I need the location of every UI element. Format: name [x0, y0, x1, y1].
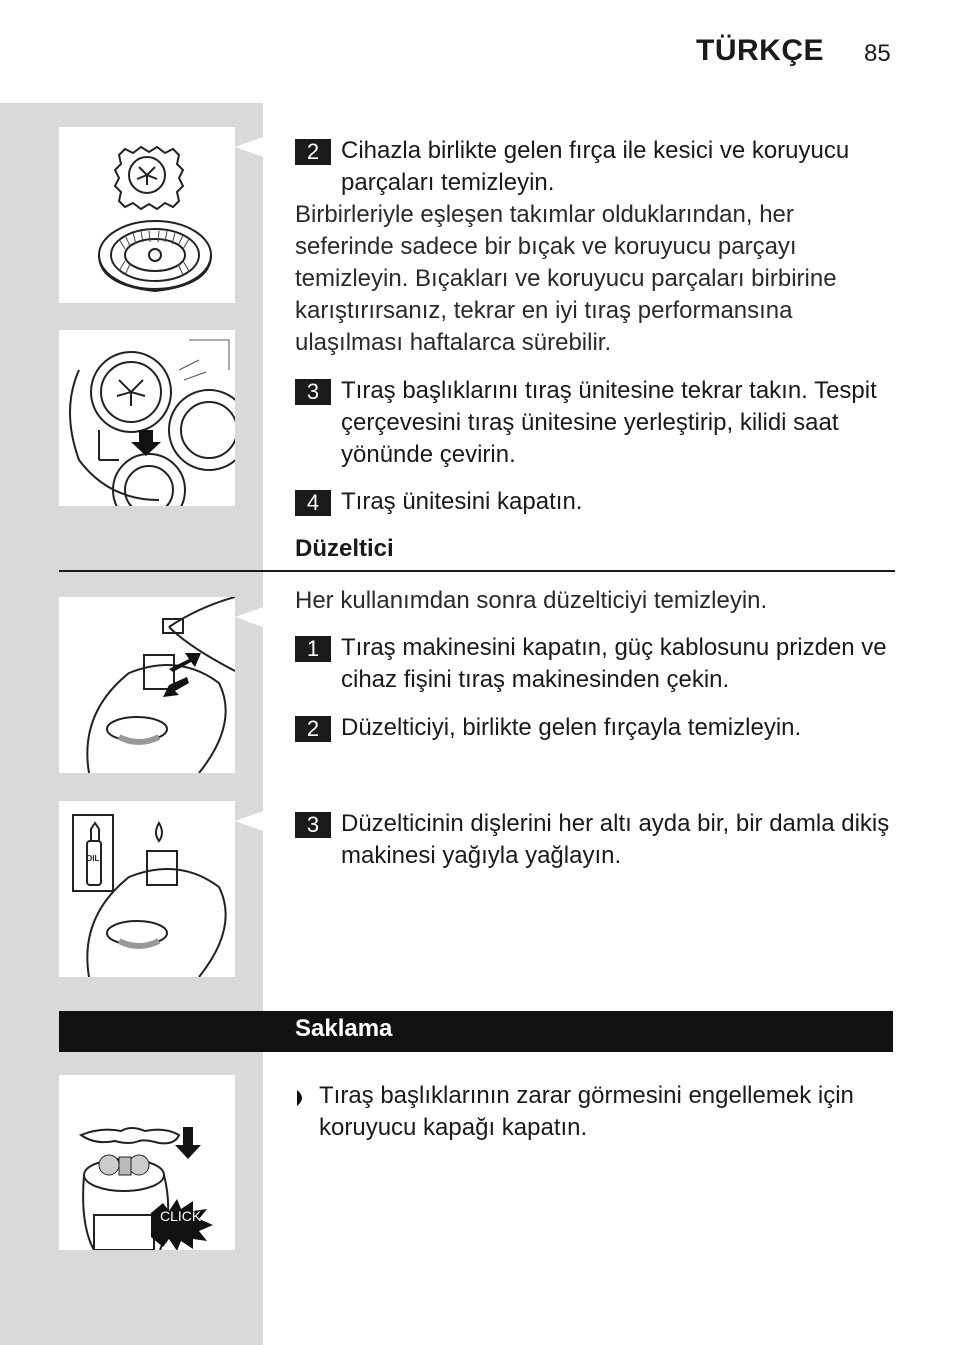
- step-number: 3: [295, 812, 331, 838]
- step-number: 3: [295, 379, 331, 405]
- trimmer-step-3-oil: [295, 808, 895, 872]
- step-number: 4: [295, 490, 331, 516]
- figure-pointer: [235, 137, 263, 157]
- step-text: Düzelticinin dişlerini her altı ayda bir, bir damla dikiş makinesi yağıyla yağlayın.: [341, 810, 890, 869]
- storage-bullet: [295, 1080, 895, 1144]
- step-text: Düzelticiyi, birlikte gelen fırçayla temizleyin.: [341, 714, 802, 741]
- reassemble-heads-illustration: [59, 330, 235, 506]
- page-language-title: TÜRKÇE: [696, 34, 824, 67]
- trimmer-oil-illustration: [59, 801, 235, 977]
- trimmer-brush-illustration: [59, 597, 235, 773]
- step-text: Cihazla birlikte gelen fırça ile kesici ve koruyucu parçaları temizleyin.: [341, 137, 850, 196]
- trimmer-step-2-brush: [295, 712, 895, 744]
- protection-cap-illustration: [59, 1075, 235, 1250]
- oil-bottle-label: OIL: [86, 854, 100, 863]
- step-text: Tıraş makinesini kapatın, güç kablosunu prizden ve cihaz fişini tıraş makinesinden çekin.: [341, 634, 887, 693]
- click-label: CLICK: [160, 1208, 202, 1224]
- step-2-note: Birbirleriyle eşleşen takımlar olduklarından, her seferinde sadece bir bıçak ve koruyucu parçayı temizleyin. Bıçakları ve koruyucu parçaları birbirine karıştırırsanız, tekrar en iyi tıraş performansına ulaşılması haftalarca sürebilir.: [295, 201, 837, 356]
- bullet-marker-icon: [295, 1088, 309, 1108]
- step-3-reattach-heads: [295, 375, 895, 471]
- page-number: 85: [864, 40, 891, 67]
- step-number: 2: [295, 139, 331, 165]
- storage-heading: Saklama: [295, 1015, 393, 1042]
- bullet-text: Tıraş başlıklarının zarar görmesini engellemek için koruyucu kapağı kapatın.: [319, 1082, 854, 1141]
- trimmer-step-1-unplug: [295, 632, 895, 696]
- trimmer-heading: Düzeltici: [295, 535, 394, 562]
- step-4-close-unit: [295, 486, 895, 518]
- storage-heading-band: [59, 1011, 893, 1052]
- step-text: Tıraş başlıklarını tıraş ünitesine tekrar takın. Tespit çerçevesini tıraş ünitesine yerleştirip, kilidi saat yönünde çevirin.: [341, 377, 877, 468]
- cutter-guard-illustration: [59, 127, 235, 303]
- figure-pointer: [235, 811, 263, 831]
- step-2-clean-cutters: [295, 135, 895, 199]
- section-divider: [59, 570, 895, 572]
- step-number: 1: [295, 636, 331, 662]
- step-text: Tıraş ünitesini kapatın.: [341, 488, 583, 515]
- step-number: 2: [295, 716, 331, 742]
- trimmer-intro: Her kullanımdan sonra düzelticiyi temizleyin.: [295, 587, 768, 614]
- figure-pointer: [235, 607, 263, 627]
